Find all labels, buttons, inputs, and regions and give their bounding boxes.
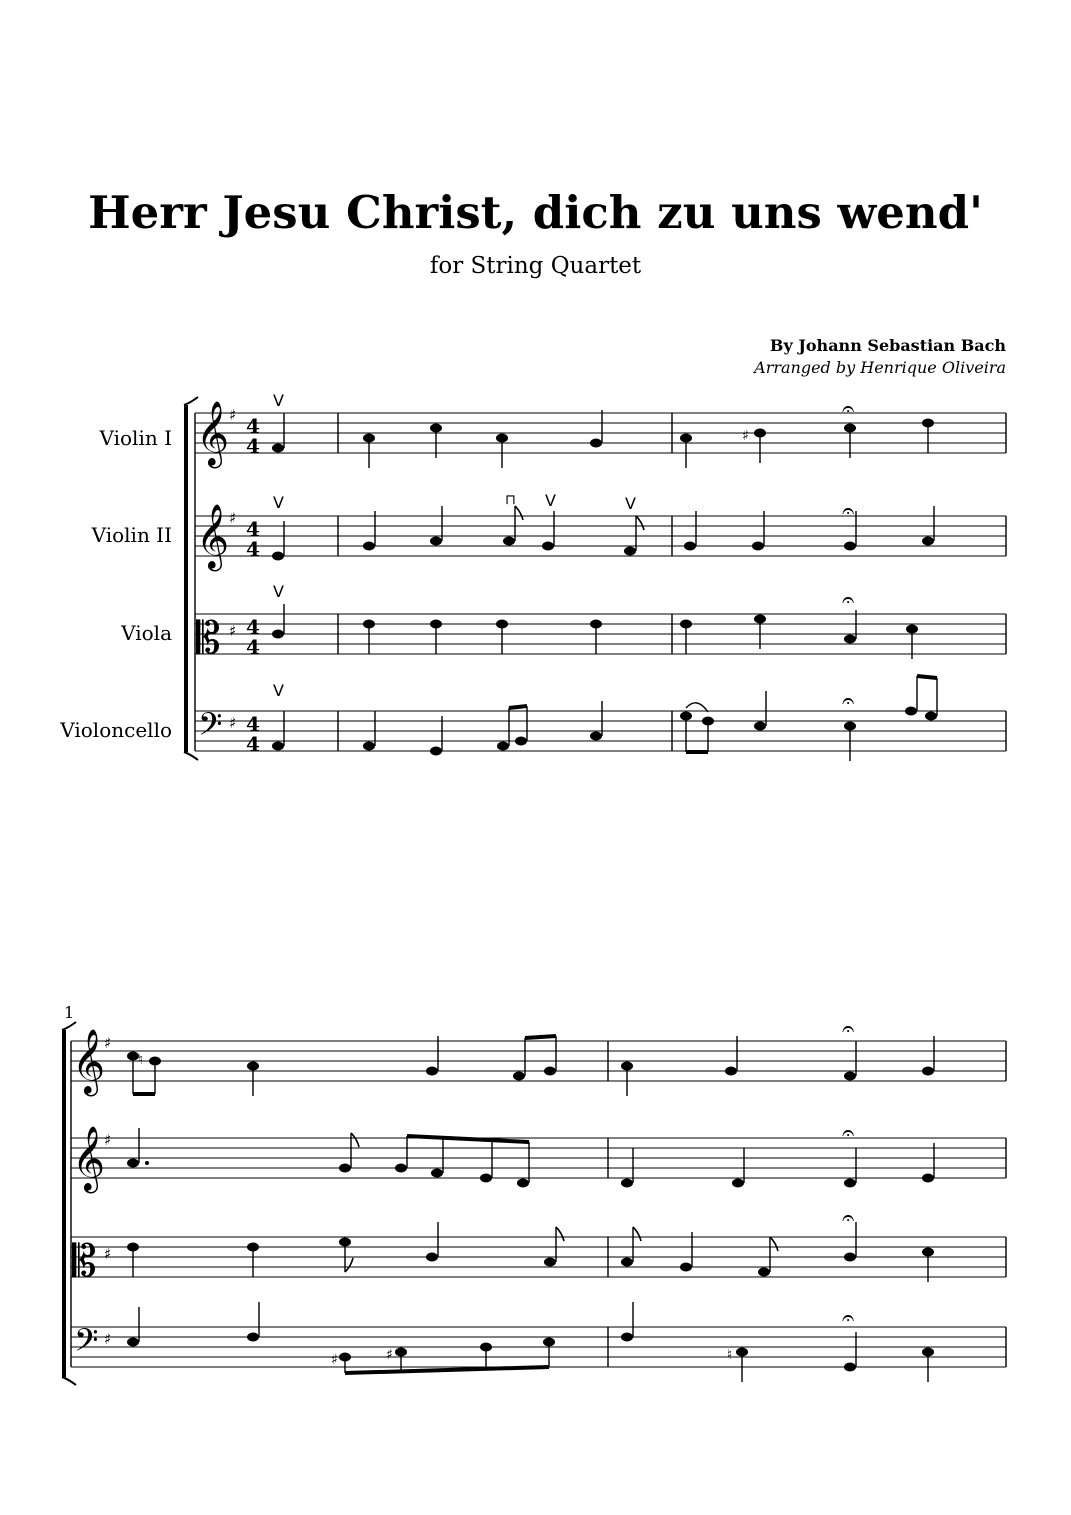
composer-credit: By Johann Sebastian Bach: [769, 336, 1006, 355]
svg-text:4: 4: [246, 635, 260, 659]
instrument-label-violin-1: Violin I: [99, 426, 172, 450]
fermata-icon: 𝄐: [842, 499, 855, 524]
fermata-icon: 𝄐: [842, 1206, 855, 1231]
sharp-icon: ♯: [229, 406, 237, 424]
notes-cello: [272, 676, 937, 761]
svg-text:V: V: [625, 494, 636, 513]
sharp-icon: ♯: [104, 1245, 112, 1263]
notes-cello: [127, 1302, 934, 1382]
notes-violin-2: [272, 499, 934, 561]
staff-viola: [71, 1237, 1006, 1277]
staff-violin-2: [71, 1138, 1006, 1178]
score-subtitle: for String Quartet: [429, 253, 642, 279]
treble-clef-icon: 𝄞: [196, 504, 230, 569]
arranger-credit: Arranged by Henrique Oliveira: [754, 358, 1006, 377]
sharp-icon: ♯: [229, 509, 237, 527]
fermata-icon: 𝄐: [842, 689, 855, 714]
alto-clef-icon: 𝄡: [72, 1236, 97, 1287]
svg-text:V: V: [273, 582, 284, 601]
treble-clef-icon: 𝄞: [72, 1126, 106, 1191]
sharp-icon: ♯: [104, 1131, 112, 1149]
svg-text:4: 4: [246, 414, 260, 438]
system-1: [184, 391, 1006, 761]
staff-viola: [195, 614, 1006, 654]
instrument-label-violin-2: Violin II: [91, 523, 172, 547]
staff-violin-1: [71, 1041, 1006, 1081]
instrument-label-viola: Viola: [121, 621, 172, 645]
staff-violin-1: [195, 413, 1006, 453]
fermata-icon: 𝄐: [842, 588, 855, 613]
svg-text:♯: ♯: [331, 1352, 338, 1368]
sharp-icon: ♯: [229, 622, 237, 640]
fermata-icon: 𝄐: [842, 1121, 855, 1146]
sharp-icon: ♯: [104, 1034, 112, 1052]
treble-clef-icon: 𝄞: [72, 1029, 106, 1094]
svg-text:♯: ♯: [742, 428, 749, 444]
fermata-icon: 𝄐: [842, 1306, 855, 1331]
svg-text:♯: ♯: [386, 1347, 393, 1363]
alto-clef-icon: 𝄡: [196, 613, 221, 664]
time-signature: [246, 414, 260, 756]
system-2: [62, 1017, 1006, 1385]
bass-clef-icon: 𝄢: [74, 1322, 99, 1366]
svg-text:4: 4: [246, 517, 260, 541]
svg-text:4: 4: [246, 434, 260, 458]
svg-text:4: 4: [246, 732, 260, 756]
fermata-icon: 𝄐: [842, 397, 855, 422]
svg-text:V: V: [545, 491, 556, 510]
svg-text:V: V: [273, 493, 284, 512]
staff-cello: [71, 1327, 1006, 1367]
svg-text:4: 4: [246, 615, 260, 639]
sharp-icon: ♯: [104, 1330, 112, 1348]
instrument-label-cello: Violoncello: [60, 718, 172, 742]
bass-clef-icon: 𝄢: [198, 706, 223, 750]
svg-text:♮: ♮: [727, 1347, 733, 1363]
treble-clef-icon: 𝄞: [196, 401, 230, 466]
down-bow-mark: ⊓: [505, 492, 516, 508]
notes-violin-1: [127, 1017, 934, 1096]
score-title: Herr Jesu Christ, dich zu uns wend': [88, 186, 983, 239]
svg-text:4: 4: [246, 537, 260, 561]
fermata-icon: 𝄐: [842, 1017, 855, 1042]
notes-viola: [127, 1206, 934, 1282]
staff-cello: [195, 711, 1006, 751]
svg-text:V: V: [273, 681, 284, 700]
sharp-icon: ♯: [229, 714, 237, 732]
system-measure-number: 1: [64, 1003, 75, 1022]
svg-text:♮: ♮: [138, 1052, 144, 1068]
svg-text:V: V: [273, 391, 284, 410]
staff-violin-2: [195, 516, 1006, 556]
svg-text:4: 4: [246, 712, 260, 736]
